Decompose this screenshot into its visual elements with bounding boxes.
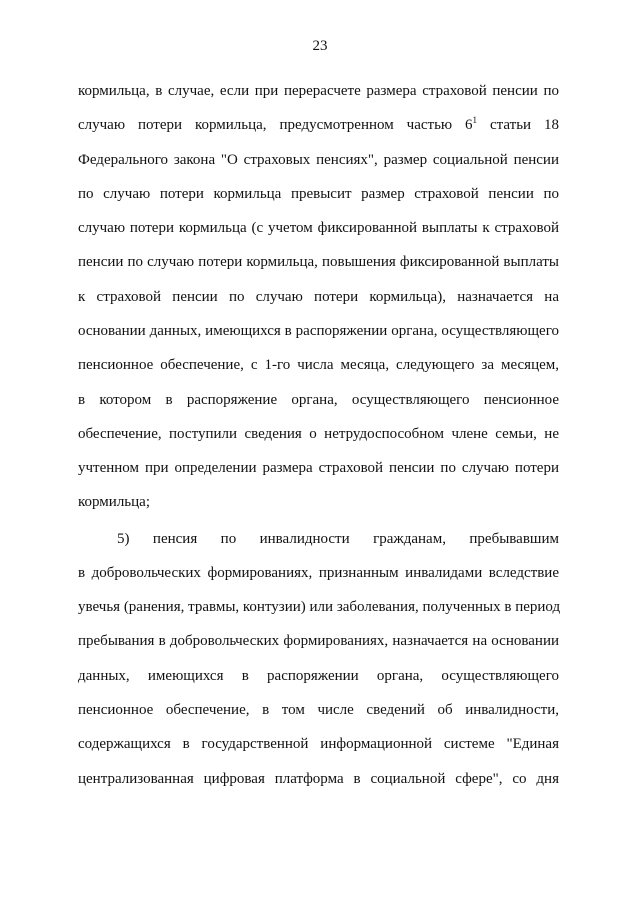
- paragraph-2-line-4: пребывания в добровольческих формированиях, назначается на основании: [78, 633, 559, 649]
- paragraph-2-line-1: 5) пенсия по инвалидности гражданам, пребывавшим: [117, 531, 559, 547]
- paragraph-2-line-7: содержащихся в государственной информационной системе "Единая: [78, 736, 559, 752]
- paragraph-2-line-6: пенсионное обеспечение, в том числе сведений об инвалидности,: [78, 702, 559, 718]
- paragraph-2-line-2: в добровольческих формированиях, признанным инвалидами вследствие: [78, 565, 559, 581]
- paragraph-1-line-8: основании данных, имеющихся в распоряжении органа, осуществляющего: [78, 323, 559, 339]
- page-number: 23: [312, 38, 328, 54]
- paragraph-1-line-4: по случаю потери кормильца превысит размер страховой пенсии по: [78, 186, 559, 202]
- paragraph-2-line-3: увечья (ранения, травмы, контузии) или заболевания, полученных в период: [78, 599, 561, 615]
- paragraph-1-line-13: кормильца;: [78, 494, 150, 510]
- paragraph-1-line-2-text: случаю потери кормильца, предусмотренном частью 6: [78, 117, 473, 133]
- paragraph-1-line-7: к страховой пенсии по случаю потери кормильца), назначается на: [78, 289, 559, 305]
- paragraph-1-line-2-tail: статьи 18: [477, 117, 559, 133]
- paragraph-1-line-5: случаю потери кормильца (с учетом фиксированной выплаты к страховой: [78, 220, 559, 236]
- paragraph-1-line-11: обеспечение, поступили сведения о нетрудоспособном члене семьи, не: [78, 426, 559, 442]
- paragraph-2-line-5: данных, имеющихся в распоряжении органа, осуществляющего: [78, 668, 559, 684]
- paragraph-2-line-8: централизованная цифровая платформа в социальной сфере", со дня: [78, 771, 559, 787]
- paragraph-1-line-1: кормильца, в случае, если при перерасчете размера страховой пенсии по: [78, 83, 559, 99]
- paragraph-1-line-6: пенсии по случаю потери кормильца, повышения фиксированной выплаты: [78, 254, 559, 270]
- paragraph-1-line-9: пенсионное обеспечение, с 1-го числа месяца, следующего за месяцем,: [78, 357, 559, 373]
- paragraph-1-line-2: [78, 116, 559, 134]
- footnote-superscript: 1: [472, 115, 478, 125]
- paragraph-1-line-12: учтенном при определении размера страховой пенсии по случаю потери: [78, 460, 559, 476]
- paragraph-1-line-10: в котором в распоряжение органа, осуществляющего пенсионное: [78, 392, 559, 408]
- paragraph-1-line-3: Федерального закона "О страховых пенсиях", размер социальной пенсии: [78, 152, 559, 168]
